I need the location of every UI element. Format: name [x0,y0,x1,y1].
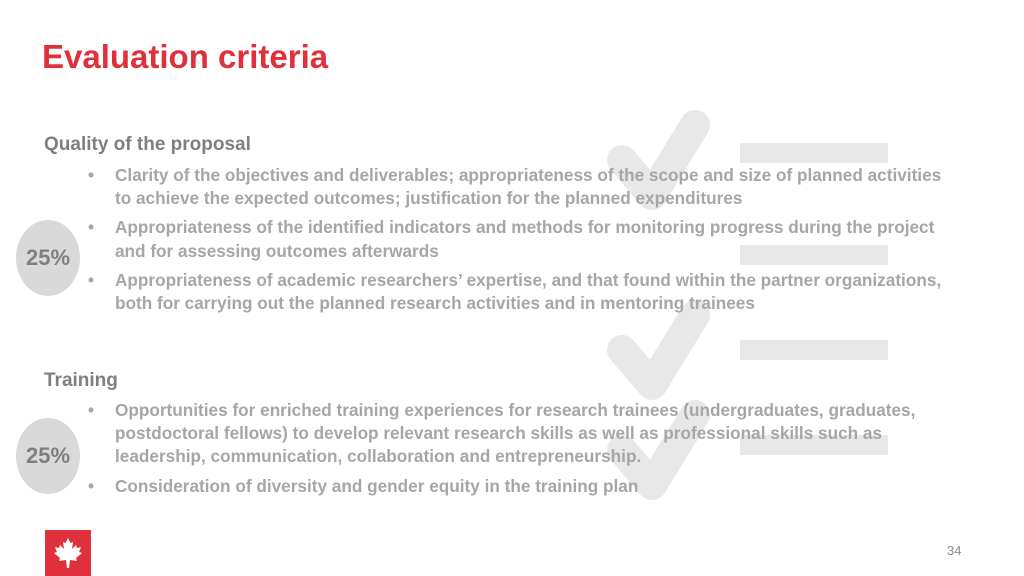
section-heading-quality: Quality of the proposal [44,134,251,155]
bullet-list-quality [86,164,946,321]
list-item: • Opportunities for enriched training experiences for research trainees (undergraduates, graduates, postdoctoral fellows) to develop relevant research skills as well as professional skills such as leadership, communication, collaboration and entrepreneurship. [88,400,916,467]
bullet-icon: • [88,475,95,496]
bullet-icon: • [88,269,95,290]
list-item: • Appropriateness of the identified indicators and methods for monitoring progress during the project and for assessing outcomes afterwards [88,217,935,261]
weight-badge-training: 25% [16,418,80,494]
bullet-list-training [86,399,946,504]
slide-title: Evaluation criteria [42,38,329,75]
maple-leaf-icon [45,530,91,576]
section-heading-training: Training [44,370,118,391]
weight-badge-quality: 25% [16,220,80,296]
list-item: • Clarity of the objectives and deliverables; appropriateness of the scope and size of planned activities to achieve the expected outcomes; justification for the planned expenditures [88,165,942,209]
bullet-icon: • [88,165,95,185]
page-number: 34 [947,543,962,558]
bullet-icon: • [88,400,95,420]
list-item: • Appropriateness of academic researchers’ expertise, and that found within the partner organizations, both for carrying out the planned research activities and in mentoring trainees [88,269,942,314]
bullet-icon: • [88,217,95,238]
list-item: • Consideration of diversity and gender equity in the training plan [86,475,946,498]
